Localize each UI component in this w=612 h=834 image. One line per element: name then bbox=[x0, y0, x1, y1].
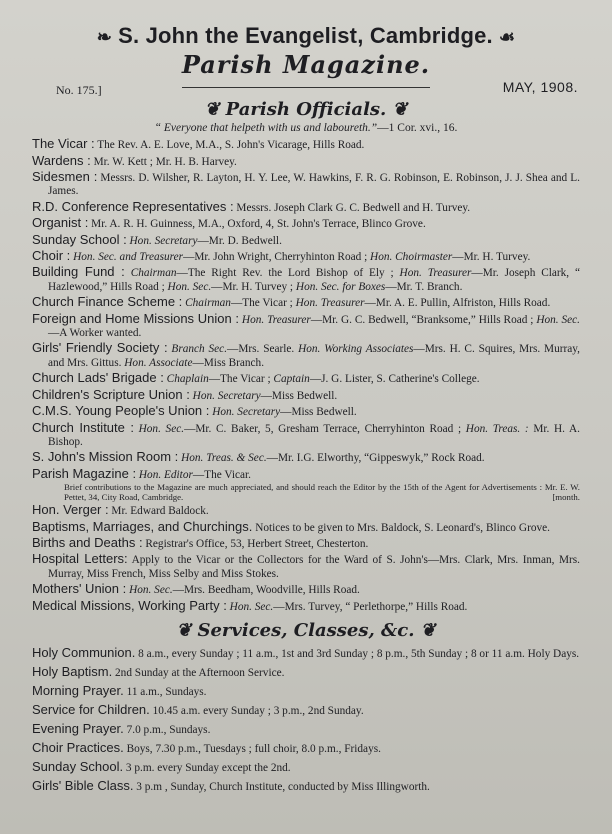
official-entry bbox=[32, 552, 580, 581]
official-entry bbox=[32, 216, 580, 231]
official-detail: —Mrs. Searle. bbox=[227, 343, 299, 356]
official-entry bbox=[32, 467, 580, 502]
note-text: Brief contributions to the Magazine are much appreciated, and should reach the Editor by the 15th of the Agent for Advertisements : Mr. E. W. Pettet, 34, City Road, Cambridge. bbox=[64, 482, 580, 503]
officials-heading bbox=[32, 99, 580, 121]
official-detail: —Mr. T. Branch. bbox=[385, 280, 463, 293]
service-detail: 2nd Sunday at the Afternoon Service. bbox=[112, 666, 285, 679]
official-detail: —The Vicar ; bbox=[230, 297, 296, 310]
official-label: Baptisms, Marriages, and Churchings. bbox=[32, 518, 253, 534]
service-detail: 3 p.m. every Sunday except the 2nd. bbox=[123, 761, 291, 774]
fleuron-right-icon: ❦ bbox=[392, 99, 408, 121]
official-role: Hon. Secretary bbox=[212, 406, 281, 419]
official-detail: Mr. W. Kett ; Mr. H. B. Harvey. bbox=[90, 155, 237, 168]
official-label: Births and Deaths : bbox=[32, 534, 143, 550]
official-role: Hon. Secretary bbox=[129, 234, 198, 247]
official-label: C.M.S. Young People's Union : bbox=[32, 403, 210, 419]
official-role: Hon. Sec. bbox=[167, 280, 212, 293]
official-detail: Notices to be given to Mrs. Baldock, S. Leonard's, Blinco Grove. bbox=[252, 521, 550, 534]
official-detail: The Rev. A. E. Love, M.A., S. John's Vicarage, Hills Road. bbox=[94, 139, 365, 152]
service-entry bbox=[32, 720, 580, 739]
issue-number: No. 175.] bbox=[56, 83, 102, 98]
fleuron-right-icon: ☙ bbox=[498, 27, 516, 48]
divider bbox=[182, 87, 430, 88]
issue-line bbox=[32, 79, 580, 99]
official-entry bbox=[32, 295, 580, 310]
quote-text: “ Everyone that helpeth with us and laboureth.” bbox=[154, 122, 378, 135]
service-entry bbox=[32, 758, 580, 777]
official-detail: —Mr. D. Bedwell. bbox=[197, 234, 282, 247]
official-entry bbox=[32, 154, 580, 169]
services-heading bbox=[32, 620, 580, 642]
church-title: S. John the Evangelist, Cambridge. bbox=[118, 23, 493, 48]
official-role: Hon. Associate bbox=[124, 356, 193, 369]
note-continuation: [month. bbox=[552, 492, 580, 503]
service-detail: 11 a.m., Sundays. bbox=[123, 685, 207, 698]
official-detail: —Mrs. Turvey, “ Perlethorpe,” Hills Road. bbox=[273, 600, 468, 613]
official-role: Chairman bbox=[130, 267, 177, 280]
official-role: Hon. Working Associates bbox=[298, 343, 414, 356]
service-detail: 7.0 p.m., Sundays. bbox=[123, 723, 211, 736]
service-label: Service for Children. bbox=[32, 701, 150, 717]
official-role: Hon. Sec. bbox=[129, 584, 173, 597]
official-detail: —Mr. I.G. Elworthy, “Gippeswyk,” Rock Road. bbox=[266, 452, 485, 465]
official-entry bbox=[32, 421, 580, 450]
official-label: Medical Missions, Working Party : bbox=[32, 597, 227, 613]
official-detail: —The Vicar. bbox=[192, 468, 251, 481]
service-label: Girls' Bible Class. bbox=[32, 777, 134, 793]
officials-heading-text: Parish Officials. bbox=[225, 99, 387, 121]
official-role: Hon. Editor bbox=[138, 468, 193, 481]
official-detail: —Miss Bedwell. bbox=[280, 406, 357, 419]
official-role: Hon. Secretary bbox=[192, 389, 261, 402]
official-detail: Mr. A. R. H. Guinness, M.A., Oxford, 4, St. John's Terrace, Blinco Grove. bbox=[88, 218, 426, 231]
official-entry bbox=[32, 520, 580, 535]
official-label: Mothers' Union : bbox=[32, 581, 127, 597]
official-role: Hon. Sec. and Treasurer bbox=[73, 251, 184, 264]
official-detail: —Mr. G. C. Bedwell, “Branksome,” Hills Road ; bbox=[310, 313, 537, 326]
official-label: Choir : bbox=[32, 248, 71, 264]
official-entry bbox=[32, 404, 580, 419]
official-detail: —A Worker wanted. bbox=[48, 327, 142, 340]
official-label: The Vicar : bbox=[32, 136, 95, 152]
official-role: Hon. Sec. bbox=[138, 422, 185, 435]
official-entry bbox=[32, 312, 580, 341]
official-label: Church Institute : bbox=[32, 419, 134, 435]
official-entry bbox=[32, 536, 580, 551]
official-label: Church Finance Scheme : bbox=[32, 294, 183, 310]
official-role: Branch Sec. bbox=[171, 343, 228, 356]
service-label: Choir Practices. bbox=[32, 739, 124, 755]
official-detail: Messrs. D. Wilsher, R. Layton, H. Y. Lee, W. Hawkins, F. R. G. Robinson, E. Robinson, J. J. Shea and L. James. bbox=[48, 172, 580, 198]
official-entry bbox=[32, 388, 580, 403]
official-label: Children's Scripture Union : bbox=[32, 386, 190, 402]
service-entry bbox=[32, 663, 580, 682]
services-list bbox=[32, 644, 580, 796]
official-role: Hon. Treasurer bbox=[399, 267, 472, 280]
official-label: R.D. Conference Representatives : bbox=[32, 198, 234, 214]
official-detail: —J. G. Lister, S. Catherine's College. bbox=[309, 373, 480, 386]
service-label: Evening Prayer. bbox=[32, 720, 124, 736]
official-label: Sidesmen : bbox=[32, 169, 98, 184]
official-entry bbox=[32, 265, 580, 294]
official-detail: —Mr. John Wright, Cherryhinton Road ; bbox=[183, 251, 371, 264]
official-entry bbox=[32, 371, 580, 386]
fleuron-right-icon: ❦ bbox=[420, 619, 436, 641]
official-role: Hon. Sec. bbox=[536, 313, 580, 326]
official-label: Organist : bbox=[32, 215, 89, 231]
official-detail: Apply to the Vicar or the Collectors for the Ward of S. John's—Mrs. Clark, Mrs. Inman, Mrs. Murray, Miss French, Miss Selby and Miss Stokes. bbox=[48, 554, 581, 580]
official-detail: Messrs. Joseph Clark G. C. Bedwell and H. Turvey. bbox=[233, 201, 471, 214]
official-entry bbox=[32, 450, 580, 465]
official-detail: Mr. H. A. Bishop. bbox=[48, 422, 581, 448]
official-label: Hon. Verger : bbox=[32, 502, 109, 518]
service-label: Morning Prayer. bbox=[32, 682, 124, 698]
official-detail: —The Vicar ; bbox=[208, 373, 274, 386]
official-detail: —Mrs. H. C. Squires, Mrs. Murray, and Mrs. Gittus. bbox=[48, 343, 581, 369]
services-heading-text: Services, Classes, &c. bbox=[197, 619, 415, 641]
service-detail: Boys, 7.30 p.m., Tuesdays ; full choir, 8.0 p.m., Fridays. bbox=[123, 742, 381, 755]
official-detail: Registrar's Office, 53, Herbert Street, Chesterton. bbox=[142, 537, 369, 550]
official-entry bbox=[32, 233, 580, 248]
official-entry bbox=[32, 341, 580, 370]
official-entry bbox=[32, 137, 580, 152]
service-entry bbox=[32, 682, 580, 701]
official-detail: —Mr. C. Baker, 5, Gresham Terrace, Cherryhinton Road ; bbox=[184, 422, 466, 435]
official-label: Girls' Friendly Society : bbox=[32, 340, 168, 356]
service-label: Holy Baptism. bbox=[32, 663, 113, 679]
official-role: Hon. Choirmaster bbox=[370, 251, 453, 264]
official-role: Hon. Treasurer bbox=[295, 297, 365, 310]
official-entry bbox=[32, 170, 580, 199]
editor-note bbox=[48, 482, 580, 502]
official-label: Sunday School : bbox=[32, 231, 127, 247]
officials-list bbox=[32, 137, 580, 614]
service-entry bbox=[32, 644, 580, 663]
masthead bbox=[32, 22, 580, 51]
official-entry bbox=[32, 200, 580, 215]
fleuron-left-icon: ❦ bbox=[176, 619, 192, 641]
official-label: Wardens : bbox=[32, 152, 91, 168]
official-label: Foreign and Home Missions Union : bbox=[32, 310, 239, 326]
issue-date: MAY, 1908. bbox=[502, 79, 578, 96]
official-role: Captain bbox=[273, 373, 310, 386]
service-entry bbox=[32, 777, 580, 796]
official-label: Parish Magazine : bbox=[32, 465, 137, 481]
official-detail: —Mrs. Beedham, Woodville, Hills Road. bbox=[172, 584, 360, 597]
official-label: Church Lads' Brigade : bbox=[32, 370, 164, 386]
official-role: Hon. Treas. & Sec. bbox=[181, 452, 267, 465]
service-entry bbox=[32, 739, 580, 758]
official-label: S. John's Mission Room : bbox=[32, 449, 179, 465]
official-detail: —Mr. A. E. Pullin, Alfriston, Hills Road. bbox=[364, 297, 551, 310]
official-entry bbox=[32, 582, 580, 597]
official-entry bbox=[32, 249, 580, 264]
scripture-quote bbox=[32, 121, 580, 135]
official-role: Chaplain bbox=[166, 373, 209, 386]
official-detail: —The Right Rev. the Lord Bishop of Ely ; bbox=[176, 267, 400, 280]
official-detail: —Mr. Joseph Clark, “ Hazlewood,” Hills Road ; bbox=[48, 267, 581, 293]
official-detail: Mr. Edward Baldock. bbox=[108, 505, 209, 518]
fleuron-left-icon: ❧ bbox=[96, 27, 113, 48]
service-label: Holy Communion. bbox=[32, 644, 136, 660]
official-role: Hon. Treas. : bbox=[465, 422, 529, 435]
service-detail: 10.45 a.m. every Sunday ; 3 p.m., 2nd Sunday. bbox=[149, 704, 364, 717]
official-role: Hon. Sec. for Boxes bbox=[295, 280, 386, 293]
service-label: Sunday School. bbox=[32, 758, 124, 774]
official-role: Chairman bbox=[185, 297, 231, 310]
quote-reference: —1 Cor. xvi., 16. bbox=[377, 122, 458, 135]
service-detail: 3 p.m , Sunday, Church Institute, conducted by Miss Illingworth. bbox=[133, 780, 430, 793]
fleuron-left-icon: ❦ bbox=[204, 99, 220, 121]
service-detail: 8 a.m., every Sunday ; 11 a.m., 1st and 3rd Sunday ; 8 p.m., 5th Sunday ; 8 or 11 a.m. Holy Days. bbox=[135, 647, 580, 660]
official-label: Hospital Letters: bbox=[32, 551, 128, 567]
official-entry bbox=[32, 599, 580, 614]
official-role: Hon. Treasurer bbox=[241, 313, 311, 326]
magazine-title: Parish Magazine. bbox=[181, 50, 431, 80]
official-detail: —Mr. H. Turvey ; bbox=[211, 280, 296, 293]
service-entry bbox=[32, 701, 580, 720]
official-detail: —Mr. H. Turvey. bbox=[452, 251, 531, 264]
official-detail: —Miss Branch. bbox=[192, 356, 265, 369]
official-entry bbox=[32, 503, 580, 518]
official-role: Hon. Sec. bbox=[229, 600, 274, 613]
official-detail: —Miss Bedwell. bbox=[260, 389, 338, 402]
official-label: Building Fund : bbox=[32, 264, 125, 280]
